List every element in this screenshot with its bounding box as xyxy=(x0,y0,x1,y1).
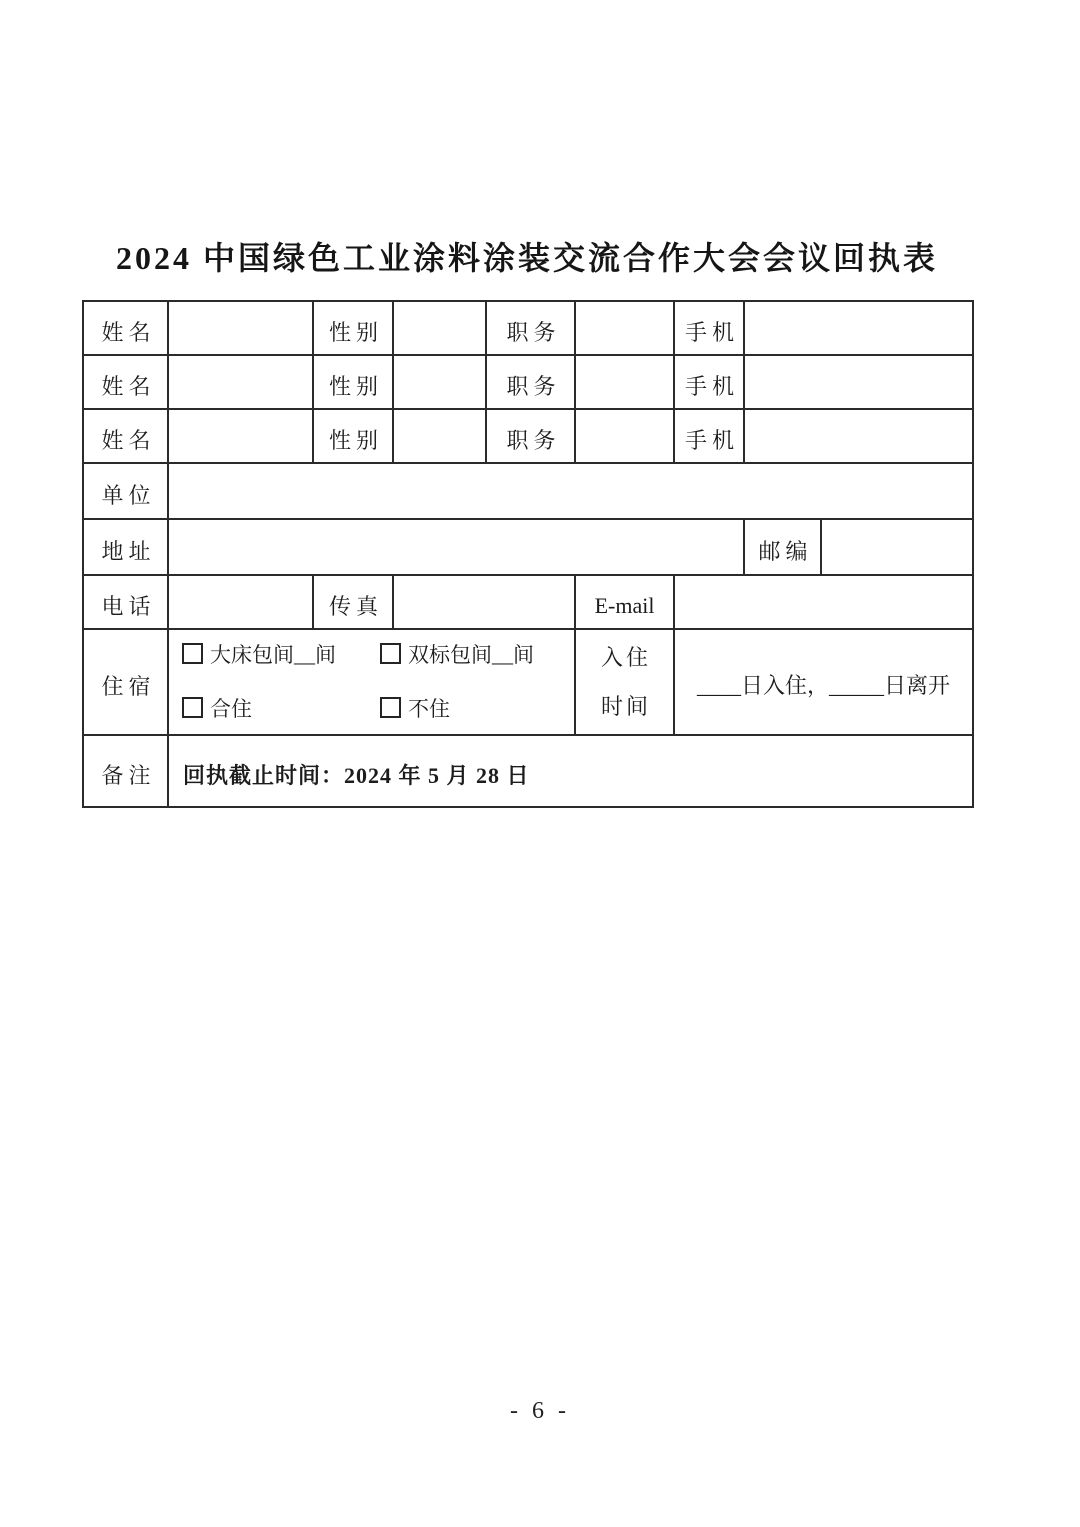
fax-label: 传真 xyxy=(313,575,393,629)
reply-form-table xyxy=(82,300,974,808)
option-label: 双标包间__间 xyxy=(408,643,534,667)
mobile-label: 手机 xyxy=(674,409,744,463)
email-value-cell xyxy=(674,575,973,629)
option-label: 合住 xyxy=(210,697,252,721)
attendee-row-1 xyxy=(83,301,973,355)
gender-value-cell xyxy=(393,409,486,463)
address-label: 地址 xyxy=(83,519,168,575)
checkbox-icon xyxy=(380,643,401,664)
unit-label: 单位 xyxy=(83,463,168,519)
phone-row xyxy=(83,575,973,629)
mobile-label: 手机 xyxy=(674,301,744,355)
zip-value-cell xyxy=(821,519,973,575)
mobile-value-cell xyxy=(744,301,973,355)
duty-label: 职务 xyxy=(486,301,575,355)
unit-row xyxy=(83,463,973,519)
option-label: 不住 xyxy=(408,697,450,721)
gender-label: 性别 xyxy=(313,301,393,355)
gender-label: 性别 xyxy=(313,409,393,463)
checkbox-icon xyxy=(182,697,203,718)
option-share-room xyxy=(182,693,380,723)
mobile-value-cell xyxy=(744,355,973,409)
phone-label: 电话 xyxy=(83,575,168,629)
checkin-time-label-cell xyxy=(575,629,674,735)
gender-value-cell xyxy=(393,355,486,409)
name-label: 姓名 xyxy=(83,409,168,463)
name-label: 姓名 xyxy=(83,301,168,355)
zip-label: 邮编 xyxy=(744,519,821,575)
duty-value-cell xyxy=(575,409,674,463)
checkbox-icon xyxy=(182,643,203,664)
remark-value: 回执截止时间：2024 年 5 月 28 日 xyxy=(168,735,973,807)
name-value-cell xyxy=(168,355,313,409)
option-label: 大床包间__间 xyxy=(210,643,336,667)
checkin-value-cell: ____日入住，_____日离开 xyxy=(674,629,973,735)
checkbox-icon xyxy=(380,697,401,718)
option-twin-room xyxy=(380,639,573,669)
page-number: - 6 - xyxy=(510,1398,570,1424)
document-title: 2024 中国绿色工业涂料涂装交流合作大会会议回执表 xyxy=(115,240,938,276)
option-king-room xyxy=(182,639,380,669)
lodging-row xyxy=(83,629,973,735)
remark-row xyxy=(83,735,973,807)
option-no-room xyxy=(380,693,573,723)
attendee-row-3 xyxy=(83,409,973,463)
lodging-options-cell xyxy=(168,629,575,735)
email-label: E-mail xyxy=(575,575,674,629)
duty-value-cell xyxy=(575,355,674,409)
fax-value-cell xyxy=(393,575,575,629)
checkin-label-line1: 入住 xyxy=(600,645,651,670)
mobile-label: 手机 xyxy=(674,355,744,409)
phone-value-cell xyxy=(168,575,313,629)
gender-value-cell xyxy=(393,301,486,355)
duty-label: 职务 xyxy=(486,409,575,463)
name-value-cell xyxy=(168,301,313,355)
duty-value-cell xyxy=(575,301,674,355)
duty-label: 职务 xyxy=(486,355,575,409)
remark-label: 备注 xyxy=(83,735,168,807)
lodging-label: 住宿 xyxy=(83,629,168,735)
checkin-label-line2: 时间 xyxy=(600,694,651,719)
address-row xyxy=(83,519,973,575)
address-value-cell xyxy=(168,519,744,575)
attendee-row-2 xyxy=(83,355,973,409)
name-value-cell xyxy=(168,409,313,463)
unit-value-cell xyxy=(168,463,973,519)
name-label: 姓名 xyxy=(83,355,168,409)
mobile-value-cell xyxy=(744,409,973,463)
gender-label: 性别 xyxy=(313,355,393,409)
